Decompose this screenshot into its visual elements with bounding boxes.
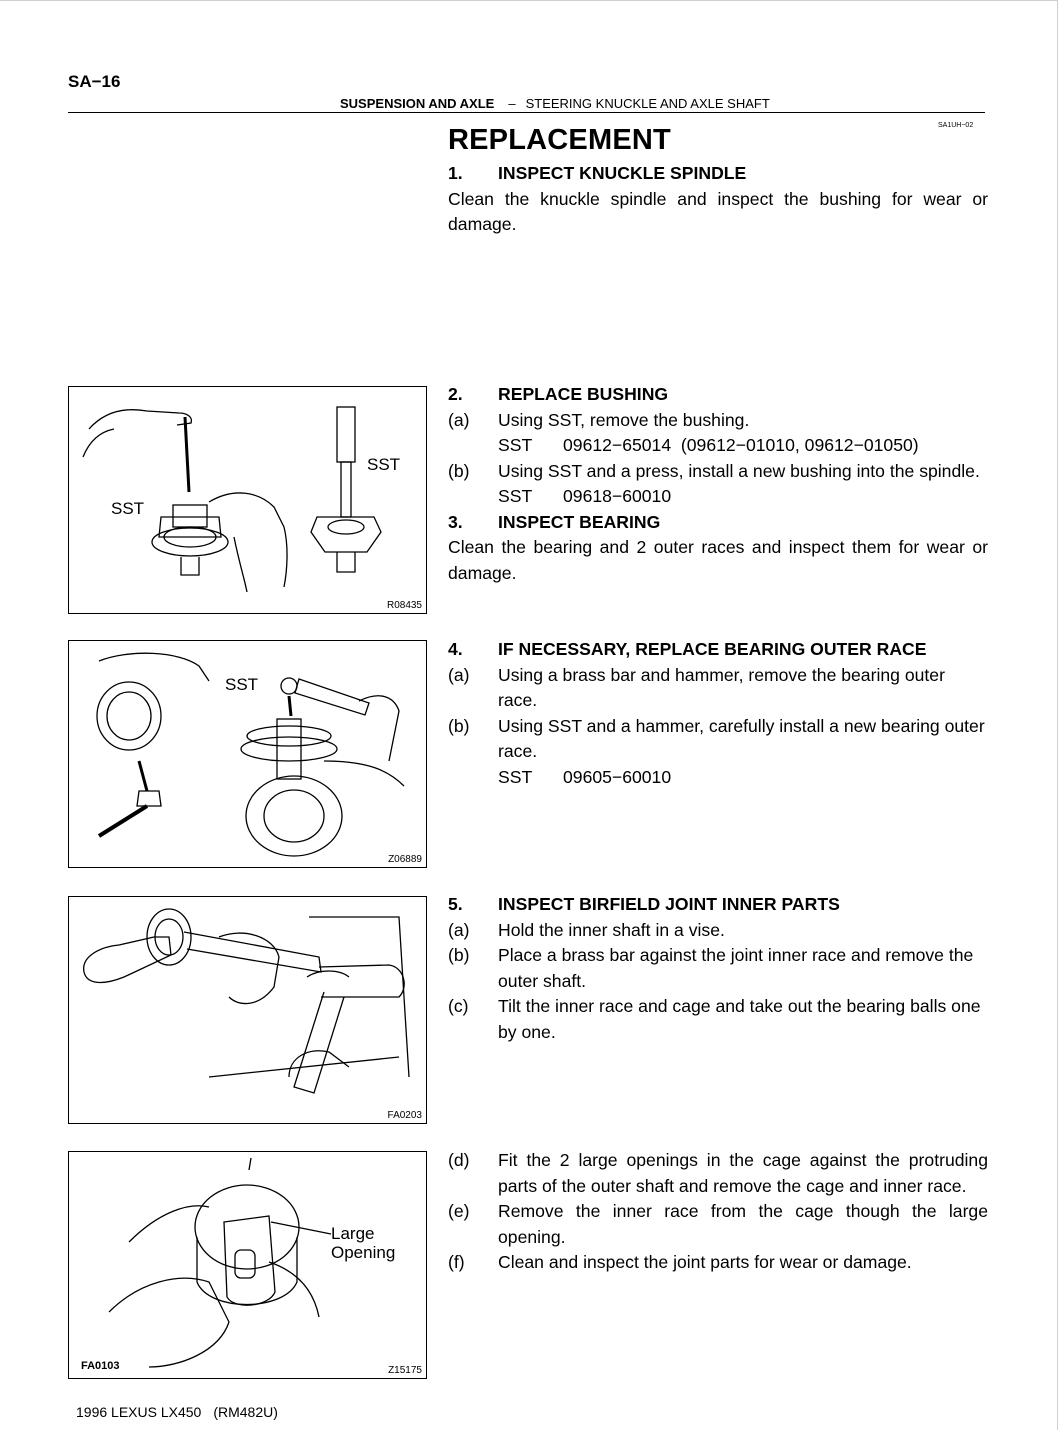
step-heading: REPLACE BUSHING <box>498 384 669 404</box>
substep-text: Using SST and a hammer, carefully install a new bearing outer race. <box>498 715 985 761</box>
sst-value: 09605−60010 <box>563 766 672 787</box>
page-number: SA−16 <box>68 72 121 91</box>
substep-text: Place a brass bar against the joint inner race and remove the outer shaft. <box>498 945 974 991</box>
sst-label: SST <box>498 435 533 455</box>
doc-code: SA1UH−02 <box>938 122 974 129</box>
figure-code: R08435 <box>386 600 422 611</box>
step-heading: INSPECT KNUCKLE SPINDLE <box>498 163 747 183</box>
figure-code: Z15175 <box>388 1365 422 1376</box>
page-header <box>340 96 770 111</box>
sst-callout: SST <box>111 499 145 518</box>
page-title: REPLACEMENT <box>448 124 671 156</box>
page-footer <box>76 1404 278 1420</box>
substep-letter: (b) <box>448 715 470 736</box>
figure-code-left: FA0103 <box>81 1360 120 1372</box>
figure-bushing-replacement <box>68 386 427 614</box>
page-edge <box>0 0 1058 1</box>
step-number: 2. <box>448 384 463 404</box>
step-heading: IF NECESSARY, REPLACE BEARING OUTER RACE <box>498 639 927 659</box>
figure-code: FA0203 <box>387 1110 422 1121</box>
figure-outer-race-replacement <box>68 640 427 868</box>
header-rule <box>68 112 985 113</box>
substep-text: Clean and inspect the joint parts for wear or damage. <box>498 1252 912 1272</box>
step-5-continued <box>448 1148 988 1276</box>
figure-birfield-joint <box>68 896 427 1124</box>
sst-label: SST <box>498 766 533 787</box>
substep-letter: (f) <box>448 1252 465 1272</box>
substep-text: Tilt the inner race and cage and take out the bearing balls one by one. <box>498 996 981 1042</box>
sst-value: 09612−65014 (09612−01010, 09612−01050) <box>563 435 919 455</box>
header-section: SUSPENSION AND AXLE <box>340 96 495 111</box>
footer-model: 1996 LEXUS LX450 <box>76 1404 202 1420</box>
step-1 <box>448 161 988 238</box>
step-number: 3. <box>448 511 463 532</box>
step-text: Clean the knuckle spindle and inspect the bushing for wear or damage. <box>448 188 988 234</box>
substep-text: Using SST and a press, install a new bushing into the spindle. <box>498 460 980 481</box>
header-subsection: STEERING KNUCKLE AND AXLE SHAFT <box>525 96 770 111</box>
sst-value: 09618−60010 <box>563 486 672 506</box>
figure-code: Z06889 <box>388 854 422 865</box>
step-5 <box>448 892 988 1045</box>
step-number: 4. <box>448 639 463 659</box>
substep-letter: (c) <box>448 996 469 1016</box>
step-heading: INSPECT BIRFIELD JOINT INNER PARTS <box>498 894 840 914</box>
step-4 <box>448 637 988 790</box>
substep-letter: (a) <box>448 409 470 430</box>
substep-letter: (e) <box>448 1201 470 1221</box>
birfield-joint-illustration <box>69 897 427 1124</box>
footer-manual: (RM482U) <box>213 1404 278 1420</box>
substep-text: Fit the 2 large openings in the cage against the protruding parts of the outer shaft and remove the cage and inner race. <box>498 1150 988 1196</box>
header-separator: – <box>508 96 516 111</box>
cage-removal-illustration <box>69 1152 427 1379</box>
substep-text: Hold the inner shaft in a vise. <box>498 919 725 940</box>
large-opening-callout: Large Opening <box>331 1224 396 1262</box>
step-number: 1. <box>448 163 463 183</box>
figure-cage-removal <box>68 1151 427 1379</box>
step-2 <box>448 382 988 586</box>
substep-text: Remove the inner race from the cage though the large opening. <box>498 1201 988 1247</box>
substep-text: Using SST, remove the bushing. <box>498 409 750 430</box>
substep-letter: (d) <box>448 1150 470 1170</box>
step-heading: INSPECT BEARING <box>498 511 661 532</box>
sst-callout: SST <box>225 675 259 694</box>
substep-letter: (a) <box>448 664 470 685</box>
substep-letter: (a) <box>448 919 470 940</box>
substep-text: Using a brass bar and hammer, remove the bearing outer race. <box>498 664 945 710</box>
substep-letter: (b) <box>448 945 470 965</box>
sst-label: SST <box>498 486 533 506</box>
substep-letter: (b) <box>448 460 470 481</box>
sst-callout: SST <box>367 455 401 474</box>
step-3 <box>448 510 988 536</box>
step-text: Clean the bearing and 2 outer races and inspect them for wear or damage. <box>448 537 988 583</box>
step-number: 5. <box>448 894 463 914</box>
